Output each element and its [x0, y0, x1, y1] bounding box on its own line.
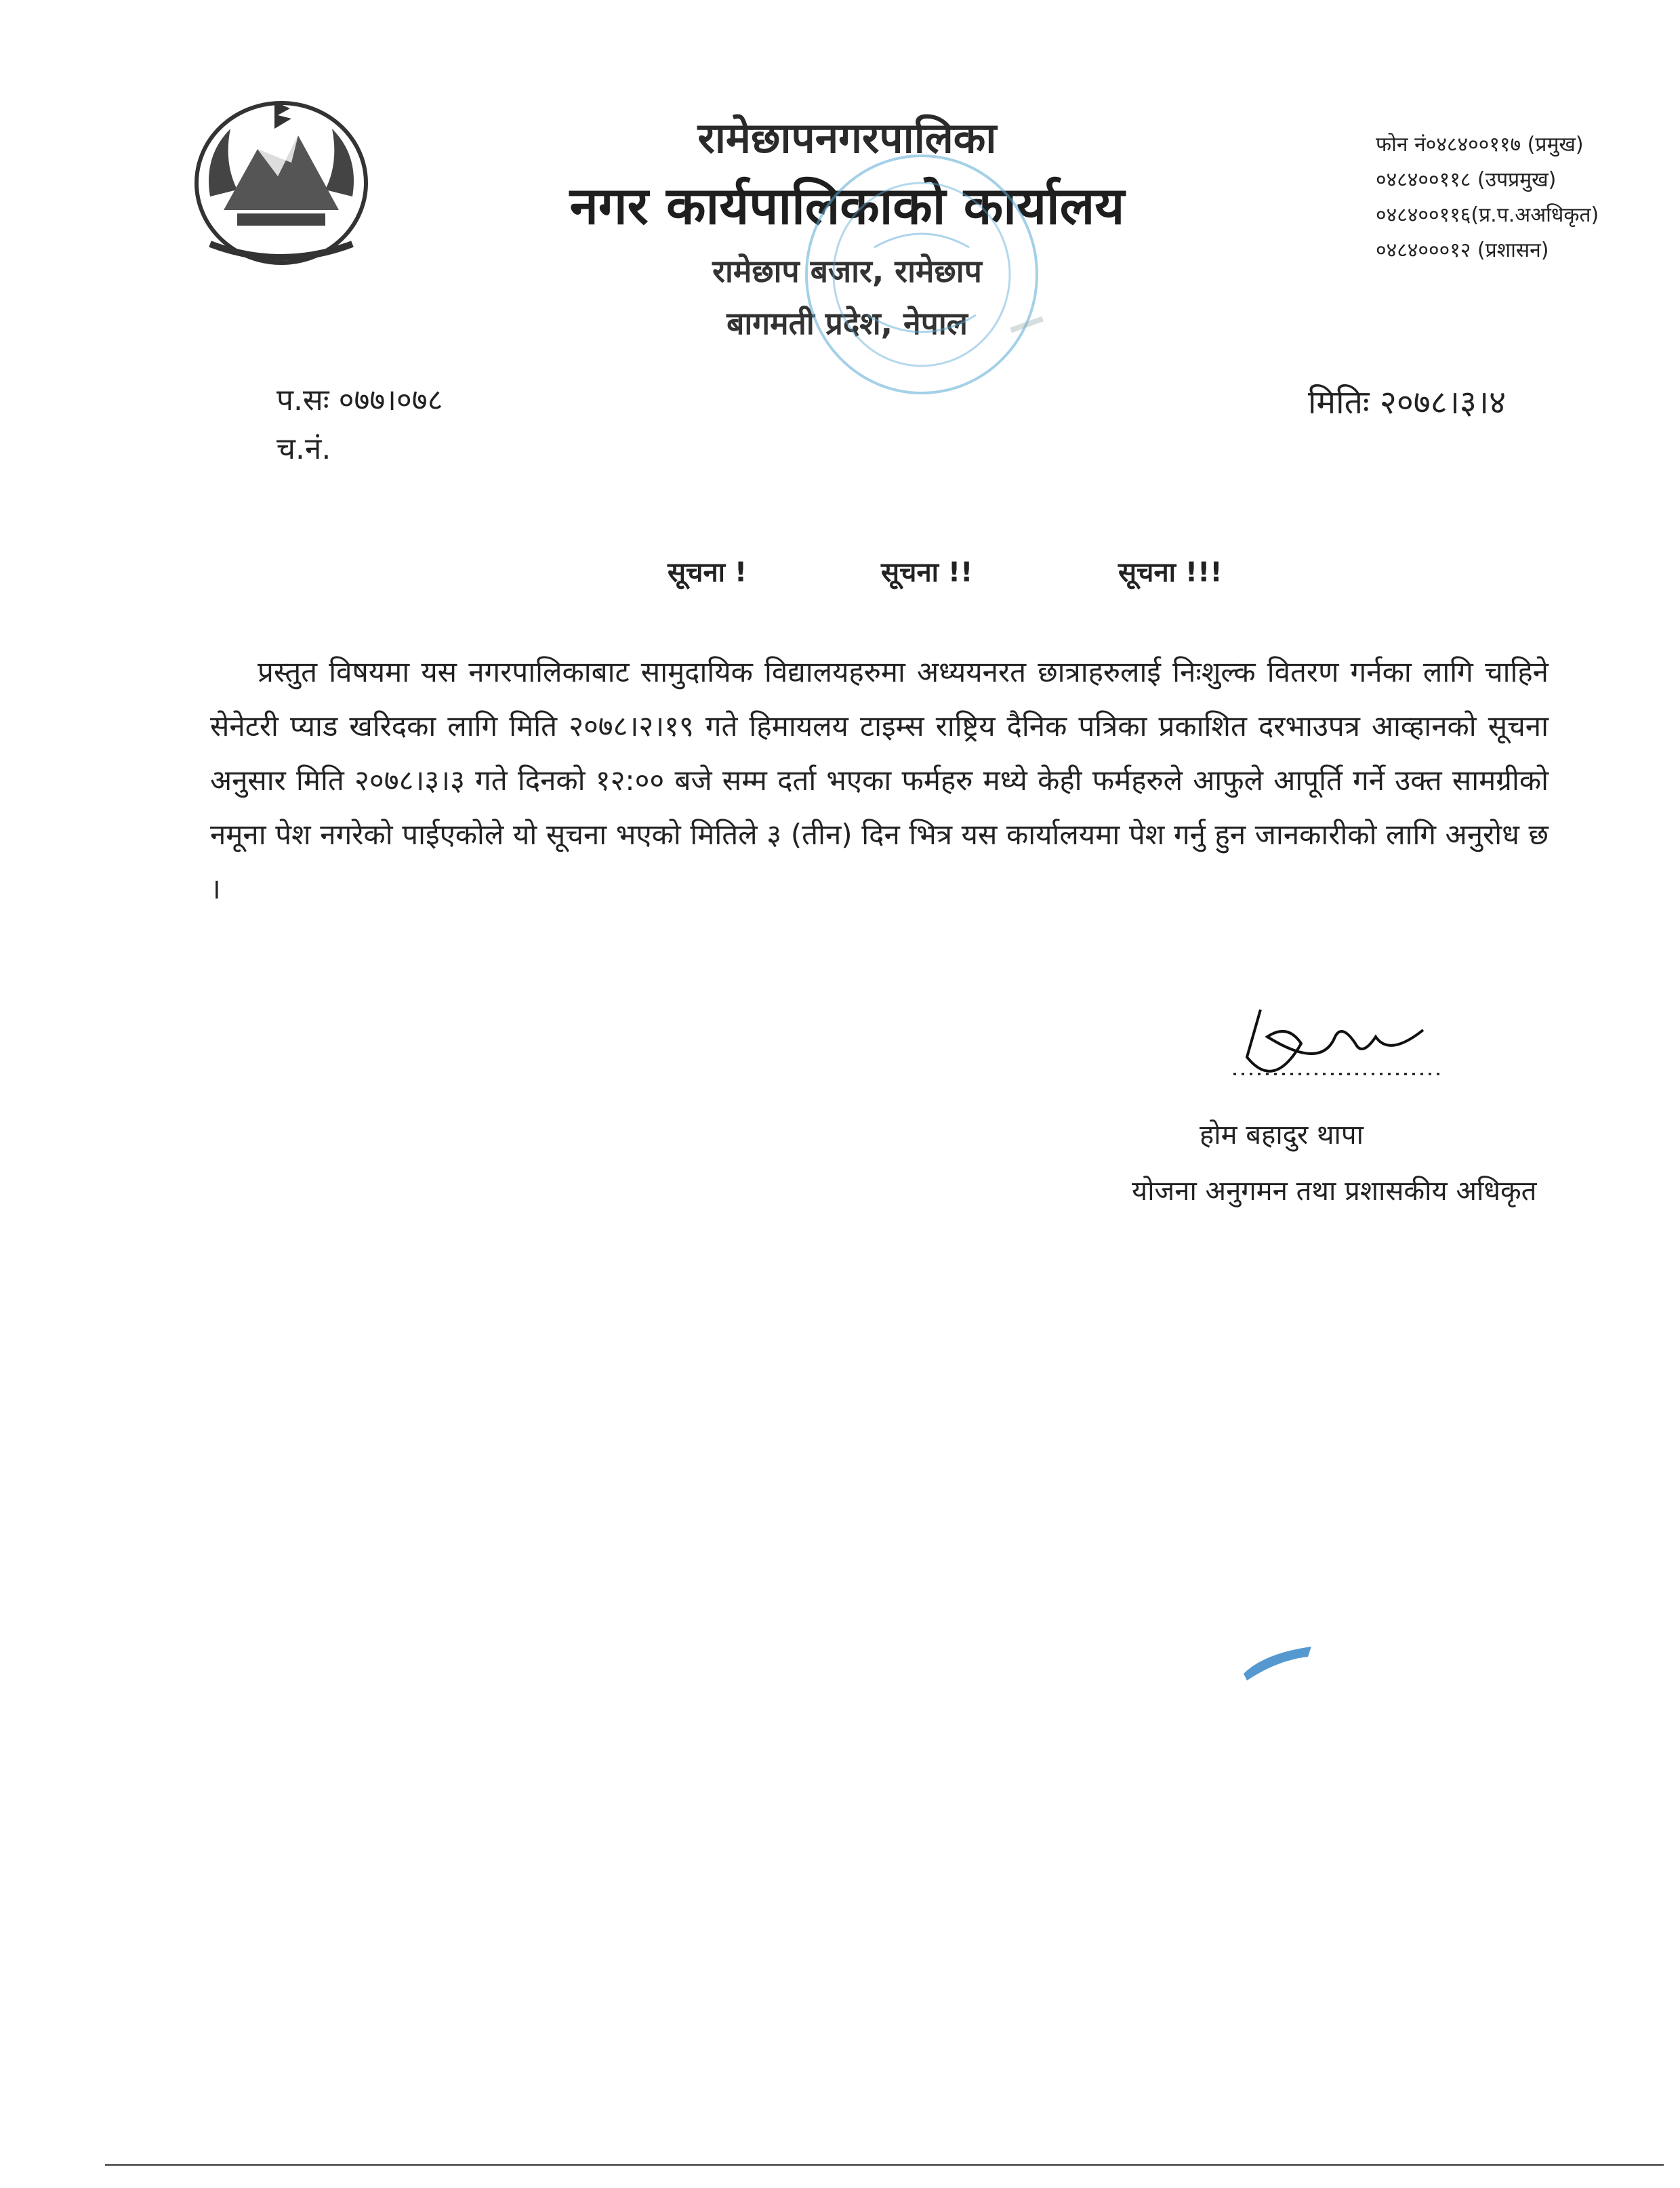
footer-divider: [105, 2164, 1664, 2166]
signatory-title: योजना अनुगमन तथा प्रशासकीय अधिकृत: [1132, 1176, 1537, 1207]
address-line-1: रामेछाप बजार, रामेछाप: [712, 253, 982, 289]
letter-date: मितिः २०७८।३।४: [1308, 384, 1507, 421]
address-line-2: बागमती प्रदेश, नेपाल: [726, 305, 968, 342]
notice-body: प्रस्तुत विषयमा यस नगरपालिकाबाट सामुदायिक विद्यालयहरुमा अध्ययनरत छात्राहरुलाई निःशुल्क वितरण गर्नका लागि चाहिने सेनेटरी प्याड खरिदका लागि मिति २०७८।२।१९ गते हिमायलय टाइम्स राष्ट्रिय दैनिक पत्रिका प्रकाशित दरभाउपत्र आव्हानको सूचना अनुसार मिति २०७८।३।३ गते दिनको १२:०० बजे सम्म दर्ता भएका फर्महरु मध्ये केही फर्महरुले आफुले आपूर्ति गर्ने उक्त सामग्रीको नमूना पेश नगरेको पाईएकोले यो सूचना भएको मितिले ३ (तीन) दिन भित्र यस कार्यालयमा पेश गर्नु हुन जानकारीको लागि अनुरोध छ ।: [210, 655, 1549, 905]
municipality-name: रामेछापनगरपालिका: [697, 113, 997, 163]
signatory-name: होम बहादुर थापा: [1200, 1119, 1364, 1151]
nepal-government-emblem-icon: [183, 88, 380, 271]
phone-line: ०४८४००११६(प्र.प.अअधिकृत): [1376, 203, 1599, 227]
ink-smudge-icon: [1237, 1640, 1318, 1687]
phone-line: ०४८४०००१२ (प्रशासन): [1376, 239, 1549, 262]
phone-line: फोन नं०४८४००११७ (प्रमुख): [1376, 133, 1584, 157]
office-name: नगर कार्यपालिकाको कार्यालय: [569, 176, 1125, 236]
phone-line: ०४८४००११८ (उपप्रमुख): [1376, 168, 1557, 192]
signature-icon: [1220, 996, 1450, 1105]
notice-heading-3: सूचना !!!: [1118, 557, 1223, 588]
reference-number: प.सः ०७७।०७८: [276, 383, 443, 417]
dispatch-number-label: च.नं.: [276, 432, 331, 466]
notice-heading-2: सूचना !!: [881, 557, 973, 588]
notice-heading-1: सूचना !: [668, 557, 747, 588]
office-stamp-icon: [793, 146, 1050, 430]
phone-list: [1376, 127, 1660, 268]
